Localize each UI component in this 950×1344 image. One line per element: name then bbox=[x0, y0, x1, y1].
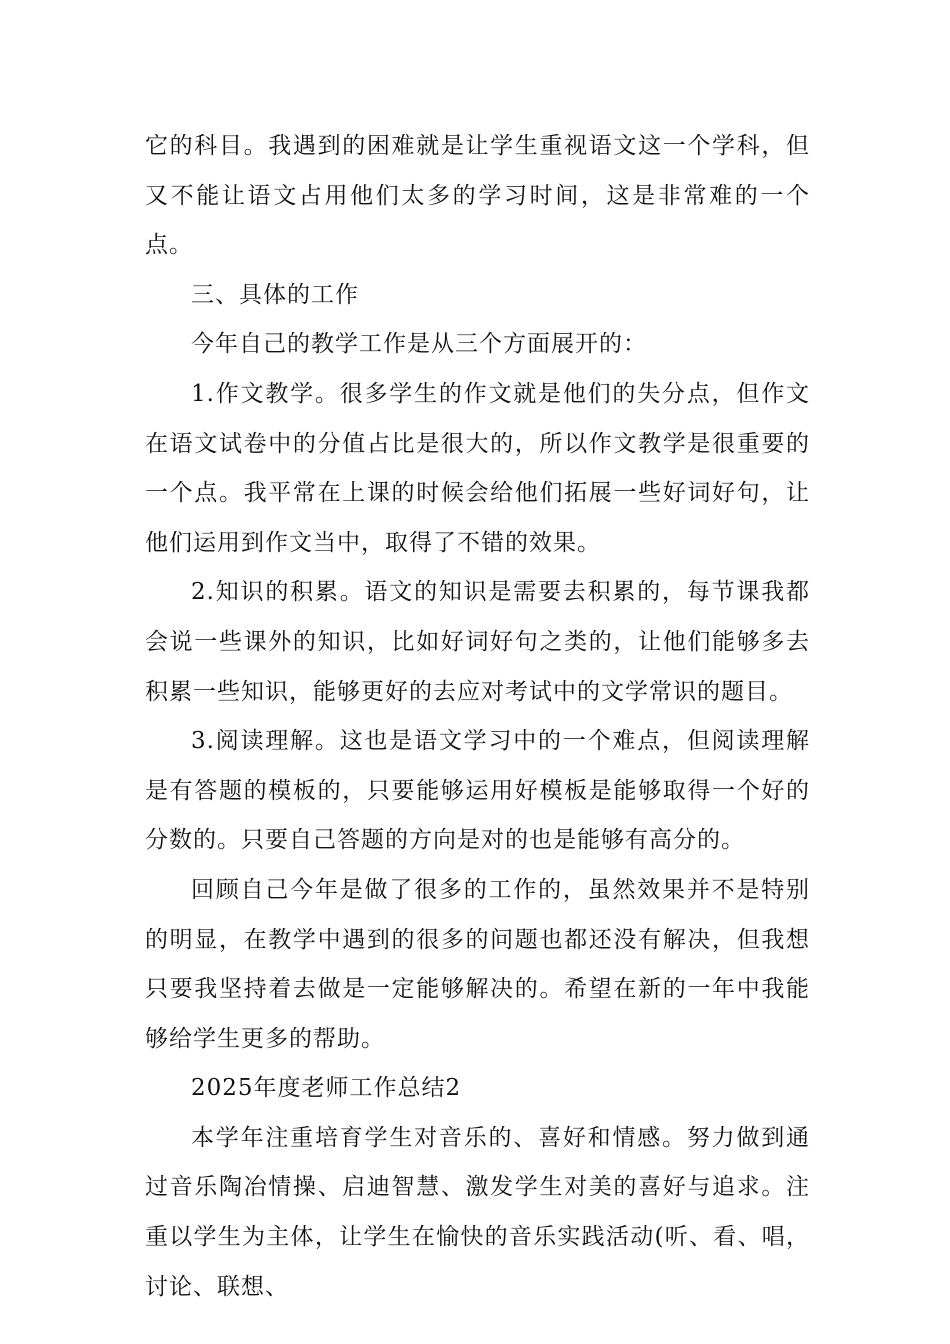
document-page bbox=[145, 122, 810, 1312]
paragraph-review: 回顾自己今年是做了很多的工作的，虽然效果并不是特别的明显，在教学中遇到的很多的问题也都还没有解决，但我想只要我坚持着去做是一定能够解决的。希望在新的一年中我能够给学生更多的帮助。 bbox=[145, 876, 810, 1052]
section-heading-specific-work: 三、具体的工作 bbox=[191, 281, 359, 308]
paragraph-intro: 今年自己的教学工作是从三个方面展开的： bbox=[191, 331, 647, 358]
paragraph-item-2: 2.知识的积累。语文的知识是需要去积累的，每节课我都会说一些课外的知识，比如好词好句之类的，让他们能够多去积累一些知识，能够更好的去应对考试中的文学常识的题目。 bbox=[145, 579, 810, 705]
paragraph-continuation: 它的科目。我遇到的困难就是让学生重视语文这一个学科，但又不能让语文占用他们太多的学习时间，这是非常难的一个点。 bbox=[145, 133, 810, 259]
section-title-summary-2: 2025年度老师工作总结2 bbox=[191, 1075, 462, 1102]
paragraph-music: 本学年注重培育学生对音乐的、喜好和情感。努力做到通过音乐陶冶情操、启迪智慧、激发学生对美的喜好与追求。注重以学生为主体，让学生在愉快的音乐实践活动(听、看、唱，讨论、联想、 bbox=[145, 1124, 810, 1300]
paragraph-item-1: 1.作文教学。很多学生的作文就是他们的失分点，但作文在语文试卷中的分值占比是很大的，所以作文教学是很重要的一个点。我平常在上课的时候会给他们拓展一些好词好句，让他们运用到作文当中，取得了不错的效果。 bbox=[145, 380, 810, 556]
paragraph-item-3: 3.阅读理解。这也是语文学习中的一个难点，但阅读理解是有答题的模板的，只要能够运用好模板是能够取得一个好的分数的。只要自己答题的方向是对的也是能够有高分的。 bbox=[145, 728, 810, 854]
